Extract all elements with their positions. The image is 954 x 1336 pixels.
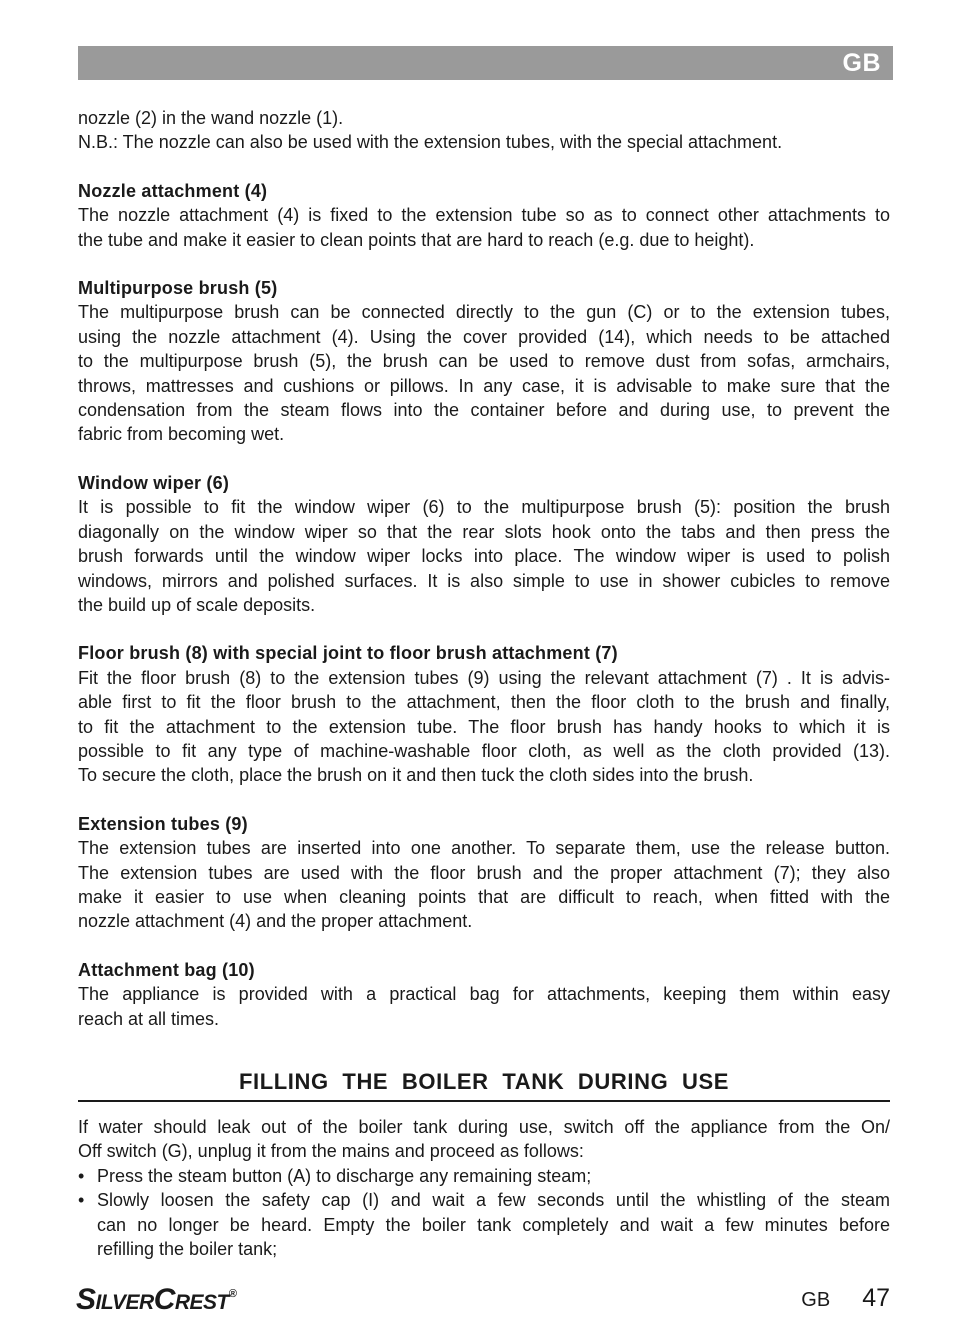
body-line: It is possible to fit the window wiper (6) to the multipurpose brush (5): position the brush (78, 497, 890, 518)
manual-section (78, 958, 890, 1031)
logo-letter: S (76, 1283, 96, 1316)
intro-line: nozzle (2) in the wand nozzle (1). (78, 108, 344, 128)
bullet-line: Slowly loosen the safety cap (I) and wait a few seconds until the whistling of the steam (97, 1190, 890, 1211)
chapter-intro-paragraph (78, 1115, 890, 1164)
body-line: To secure the cloth, place the brush on it and then tuck the cloth sides into the brush. (78, 765, 754, 786)
language-code-label: GB (842, 48, 881, 77)
section-body (78, 836, 890, 934)
body-line: able first to fit the floor brush to the attachment, then the floor cloth to the brush and finally, (78, 692, 890, 713)
bullet-item (78, 1188, 890, 1261)
page-content (78, 106, 890, 1261)
body-line: the build up of scale deposits. (78, 594, 316, 615)
body-line: The extension tubes are inserted into one another. To separate them, use the release button. (78, 838, 890, 859)
body-line: to the multipurpose brush (5), the brush can be used to remove dust from sofas, armchairs, (78, 351, 890, 372)
bullet-text (97, 1164, 890, 1188)
chapter-title-rule (78, 1100, 890, 1102)
bullet-dot-icon: • (78, 1190, 85, 1211)
chapter-intro-line: Off switch (G), unplug it from the mains and proceed as follows: (78, 1141, 584, 1162)
section-body (78, 982, 890, 1031)
chapter-intro-line: If water should leak out of the boiler tank during use, switch off the appliance from the On/ (78, 1117, 890, 1137)
section-body (78, 666, 890, 788)
chapter-filling-boiler-tank (78, 1069, 890, 1261)
footer-language-code: GB (801, 1289, 831, 1311)
section-heading: Multipurpose brush (5) (78, 278, 278, 299)
manual-section (78, 471, 890, 617)
page-header-bar (78, 46, 893, 80)
body-line: nozzle attachment (4) and the proper attachment. (78, 911, 473, 932)
logo-letter: C (153, 1283, 175, 1316)
body-line: reach at all times. (78, 1008, 220, 1029)
section-body (78, 203, 890, 252)
body-line: the tube and make it easier to clean points that are hard to reach (e.g. due to height). (78, 229, 755, 250)
footer-page-num: 47 (862, 1284, 890, 1312)
section-heading: Nozzle attachment (4) (78, 180, 268, 201)
body-line: The nozzle attachment (4) is fixed to the extension tube so as to connect other attachments to (78, 205, 890, 226)
bullet-list (78, 1164, 890, 1262)
silvercrest-logo (76, 1282, 237, 1315)
registered-trademark-icon: ® (228, 1288, 237, 1300)
footer-page-number (801, 1286, 890, 1312)
body-line: Fit the floor brush (8) to the extension tubes (9) using the relevant attachment (7) . It is advis- (78, 667, 890, 688)
body-line: windows, mirrors and polished surfaces. It is also simple to use in shower cubicles to remove (78, 570, 890, 591)
body-line: fabric from becoming wet. (78, 424, 285, 445)
body-line: condensation from the steam flows into the container before and during use, to prevent the (78, 400, 890, 421)
chapter-title: FILLING THE BOILER TANK DURING USE (238, 1069, 730, 1094)
section-heading: Window wiper (6) (78, 472, 230, 493)
bullet-line: Press the steam button (A) to discharge any remaining steam; (97, 1165, 592, 1186)
bullet-dot-icon: • (78, 1165, 85, 1186)
body-line: diagonally on the window wiper so that the rear slots hook onto the tabs and then press the (78, 521, 890, 542)
intro-line: N.B.: The nozzle can also be used with the extension tubes, with the special attachment. (78, 132, 783, 153)
logo-letters: ILVER (95, 1291, 154, 1314)
body-line: using the nozzle attachment (4). Using the cover provided (14), which needs to be attached (78, 326, 890, 347)
manual-section (78, 276, 890, 447)
body-line: The extension tubes are used with the floor brush and the proper attachment (7); they also (78, 862, 890, 883)
body-line: The multipurpose brush can be connected directly to the gun (C) or to the extension tubes, (78, 302, 890, 323)
body-line: brush forwards until the window wiper locks into place. The window wiper is used to polish (78, 546, 890, 567)
logo-letters: REST (174, 1291, 229, 1314)
section-body (78, 495, 890, 617)
body-line: to fit the attachment to the extension tube. The floor brush has handy hooks to which it is (78, 716, 890, 737)
section-body (78, 300, 890, 446)
manual-section (78, 179, 890, 252)
section-heading: Extension tubes (9) (78, 813, 248, 834)
bullet-text (97, 1188, 890, 1261)
manual-section (78, 641, 890, 787)
body-line: possible to fit any type of machine-washable floor cloth, as well as the cloth provided (13). (78, 740, 890, 761)
bullet-line: refilling the boiler tank; (97, 1239, 278, 1260)
intro-paragraph (78, 106, 890, 155)
body-line: The appliance is provided with a practical bag for attachments, keeping them within easy (78, 984, 890, 1005)
sections-container (78, 179, 890, 1031)
manual-section (78, 812, 890, 934)
section-heading: Floor brush (8) with special joint to floor brush attachment (7) (78, 643, 618, 664)
bullet-line: can no longer be heard. Empty the boiler tank completely and wait a few minutes before (97, 1214, 890, 1235)
bullet-item (78, 1164, 890, 1188)
body-line: throws, mattresses and cushions or pillows. In any case, it is advisable to make sure that the (78, 375, 890, 396)
body-line: make it easier to use when cleaning points that are difficult to reach, when fitted with the (78, 886, 890, 907)
section-heading: Attachment bag (10) (78, 959, 255, 980)
